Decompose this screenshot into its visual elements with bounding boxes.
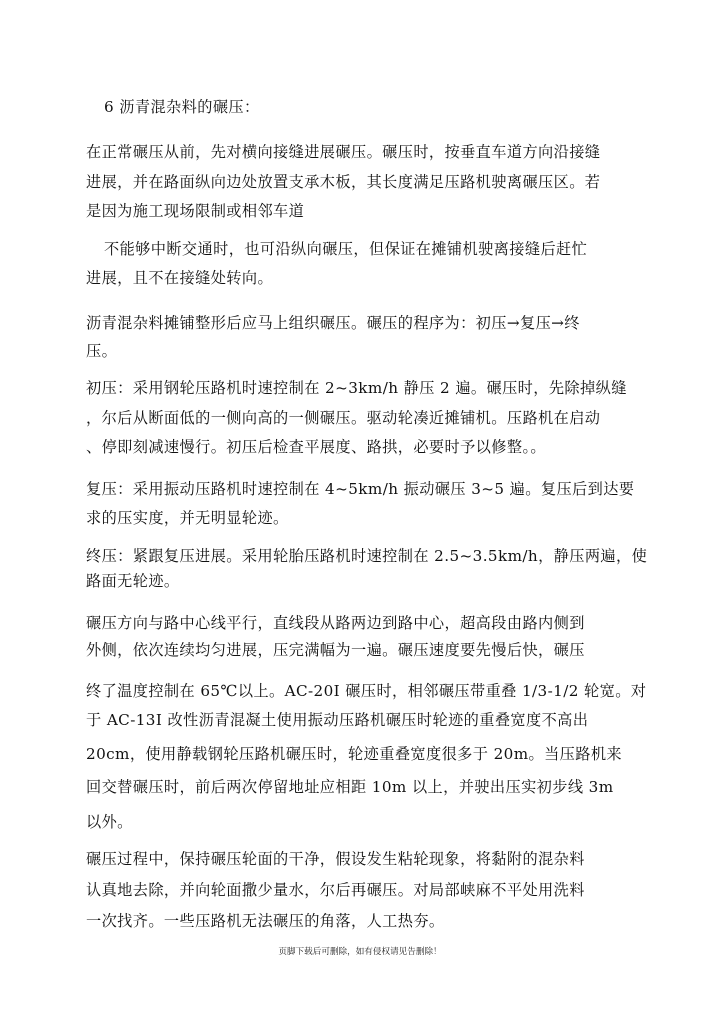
paragraph-line: 复压：采用振动压路机时速控制在 4~5km/h 振动碾压 3~5 遍。复压后到达要 (86, 480, 635, 498)
paragraph-line: 进展，并在路面纵向边处放置支承木板，其长度满足压路机驶离碾压区。若 (86, 173, 601, 191)
paragraph-line: 外侧，依次连续均匀进展，压完满幅为一遍。碾压速度要先慢后快，碾压 (86, 641, 585, 659)
paragraph-line: 进展，且不在接缝处转向。 (86, 269, 274, 287)
paragraph-line: 、停即刻减速慢行。初压后检查平展度、路拱，必要时予以修整。。 (86, 438, 547, 456)
paragraph-line: 是因为施工现场限制或相邻车道 (86, 202, 305, 220)
paragraph-line: 以外。 (86, 813, 133, 831)
paragraph-line: 终了温度控制在 65℃以上。AC-20I 碾压时，相邻碾压带重叠 1/3-1/2 轮宽。对 (86, 682, 647, 700)
paragraph-line: 认真地去除，并向轮面撒少量水，尔后再碾压。对局部峡麻不平处用洗料 (86, 881, 585, 899)
paragraph-line: 碾压过程中，保持碾压轮面的干净，假设发生粘轮现象，将黏附的混杂料 (86, 850, 585, 868)
paragraph-line: 初压：采用钢轮压路机时速控制在 2~3km/h 静压 2 遍。碾压时，先除掉纵缝 (86, 379, 627, 397)
paragraph-line: ，尔后从断面低的一侧向高的一侧碾压。驱动轮凑近摊铺机。压路机在启动 (86, 409, 601, 427)
paragraph-line: 于 AC-13I 改性沥青混凝土使用振动压路机碾压时轮迹的重叠宽度不高出 (86, 711, 589, 729)
paragraph-line: 一次找齐。一些压路机无法碾压的角落，人工热夯。 (86, 912, 445, 930)
paragraph-line: 求的压实度，并无明显轮迹。 (86, 509, 289, 527)
paragraph-line: 碾压方向与路中心线平行，直线段从路两边到路中心，超高段由路内侧到 (86, 614, 585, 632)
paragraph-line: 回交替碾压时，前后两次停留地址应相距 10m 以上，并驶出压实初步线 3m (86, 778, 614, 796)
section-heading: 6 沥青混杂料的碾压： (104, 98, 260, 116)
paragraph-line: 不能够中断交通时，也可沿纵向碾压，但保证在摊铺机驶离接缝后赶忙 (104, 240, 588, 258)
paragraph-line: 在正常碾压从前，先对横向接缝进展碾压。碾压时，按垂直车道方向沿接缝 (86, 143, 601, 161)
page-footer: 页脚下载后可删除，如有侵权请见告删除！ (278, 947, 442, 957)
paragraph-line: 路面无轮迹。 (86, 572, 180, 590)
paragraph-line: 沥青混杂料摊铺整形后应马上组织碾压。碾压的程序为：初压→复压→终 (86, 314, 580, 332)
paragraph-line: 终压：紧跟复压进展。采用轮胎压路机时速控制在 2.5~3.5km/h，静压两遍，使 (86, 547, 648, 565)
paragraph-line: 压。 (86, 342, 118, 360)
paragraph-line: 20cm，使用静载钢轮压路机碾压时，轮迹重叠宽度很多于 20m。当压路机来 (86, 745, 623, 763)
